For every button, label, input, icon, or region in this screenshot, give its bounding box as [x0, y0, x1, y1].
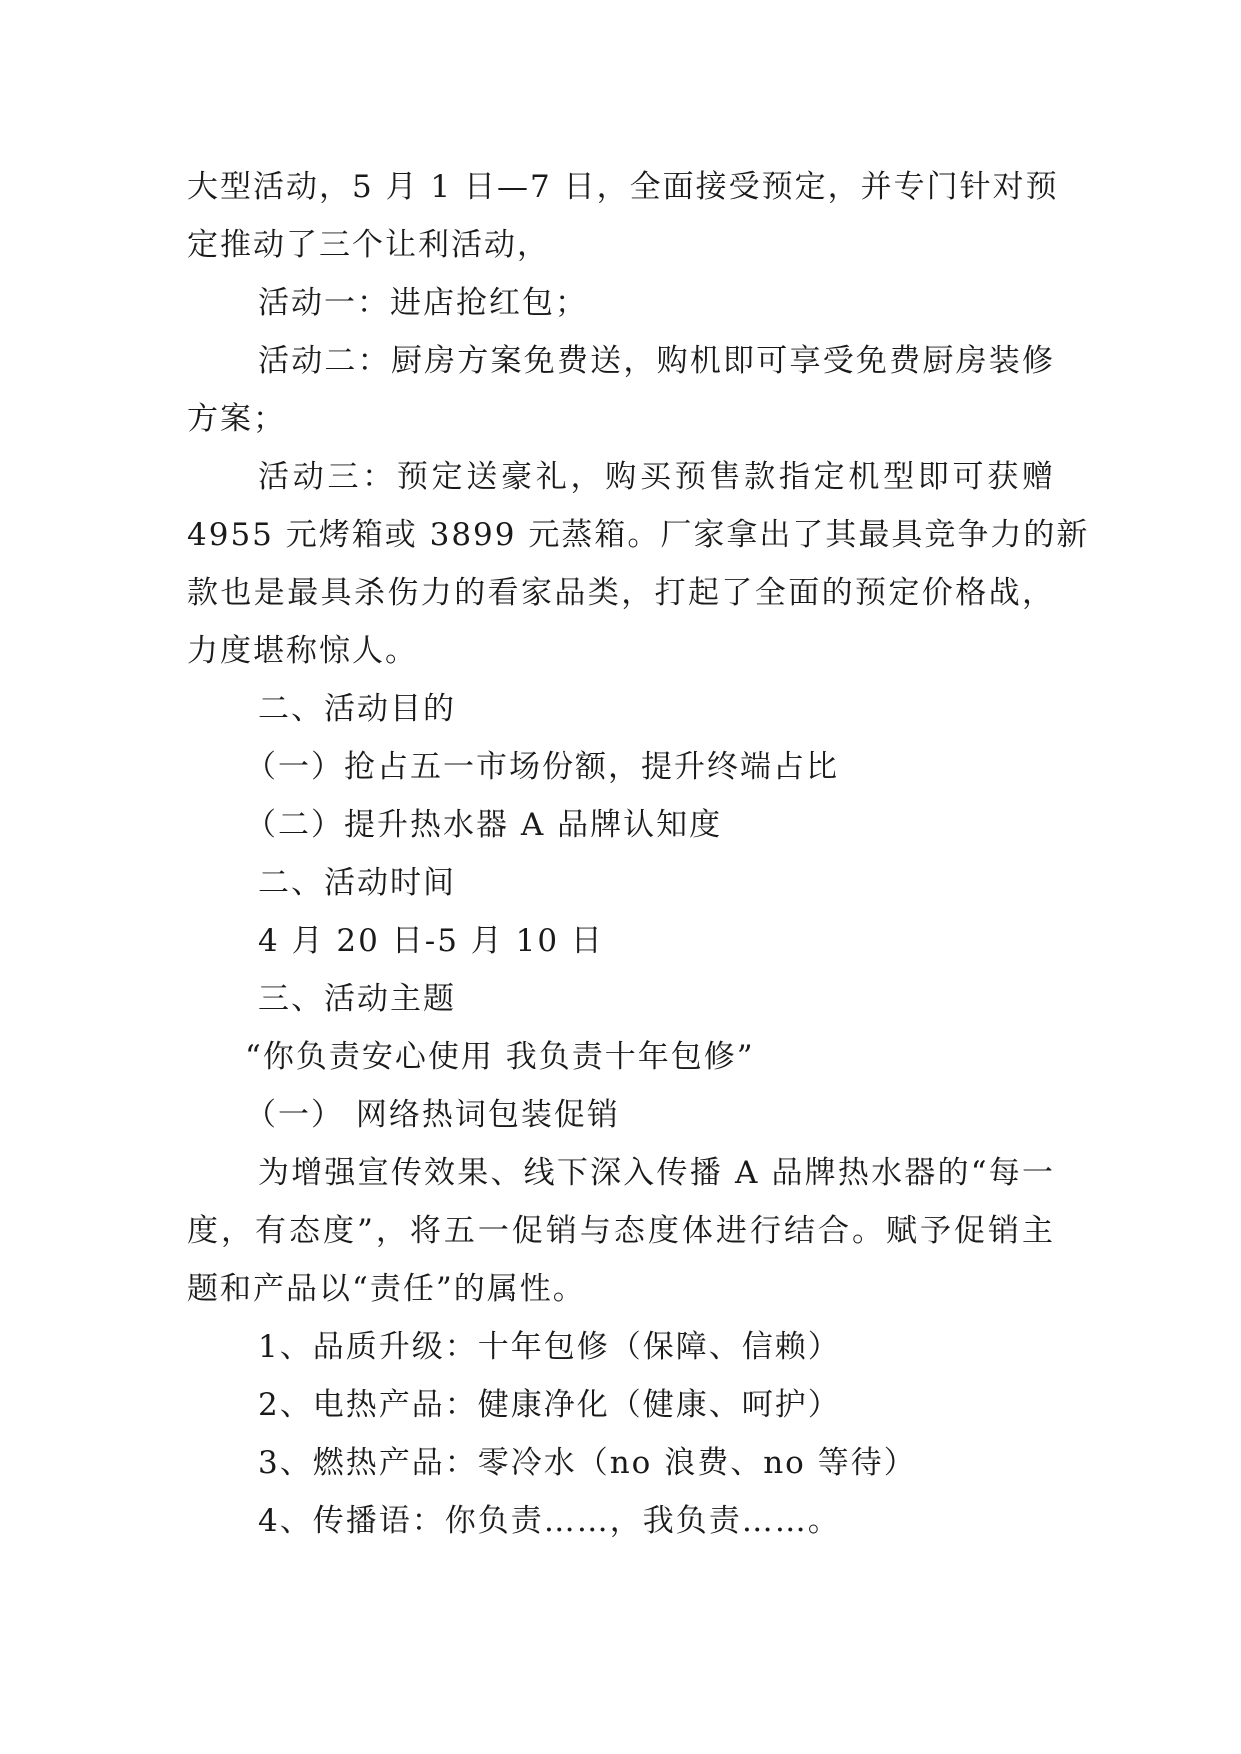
theme-slogan: “你负责安心使用 我负责十年包修”: [245, 1039, 755, 1075]
paragraph-line: 4 月 20 日-5 月 10 日: [258, 923, 604, 959]
paragraph-line: 为增强宣传效果、线下深入传播 A 品牌热水器的“每一: [258, 1155, 1055, 1191]
paragraph-line: 定推动了三个让利活动，: [187, 227, 550, 263]
paragraph-line: 活动一：进店抢红包；: [258, 285, 588, 321]
section-heading: 三、活动主题: [258, 981, 456, 1017]
paragraph-line: 方案；: [187, 401, 286, 437]
document-body: [187, 158, 1090, 1550]
paragraph-line: 度，有态度”，将五一促销与态度体进行结合。赋予促销主: [187, 1213, 1055, 1249]
paragraph-line: 款也是最具杀伤力的看家品类，打起了全面的预定价格战，: [187, 575, 1055, 611]
list-item: 2、电热产品：健康净化（健康、呵护）: [258, 1387, 841, 1423]
section-heading: 二、活动目的: [258, 691, 456, 727]
subsection-heading: （二）提升热水器 A 品牌认知度: [245, 807, 723, 843]
list-item: 3、燃热产品：零冷水（no 浪费、no 等待）: [258, 1445, 917, 1481]
paragraph-line: 题和产品以“责任”的属性。: [187, 1271, 586, 1307]
paragraph-line: 活动三：预定送豪礼，购买预售款指定机型即可获赠: [258, 459, 1055, 495]
list-item: 1、品质升级：十年包修（保障、信赖）: [258, 1329, 841, 1365]
subsection-heading: （一）抢占五一市场份额，提升终端占比: [245, 749, 839, 785]
paragraph-line: 力度堪称惊人。: [187, 633, 418, 669]
paragraph-line: 活动二：厨房方案免费送，购机即可享受免费厨房装修: [258, 343, 1055, 379]
list-item: 4、传播语：你负责……，我负责……。: [258, 1503, 841, 1539]
subsection-heading: （一） 网络热词包装促销: [245, 1097, 620, 1133]
paragraph-line: 大型活动，5 月 1 日—7 日，全面接受预定，并专门针对预: [187, 169, 1059, 205]
paragraph-line: 4955 元烤箱或 3899 元蒸箱。厂家拿出了其最具竞争力的新: [187, 517, 1090, 553]
section-heading: 二、活动时间: [258, 865, 456, 901]
